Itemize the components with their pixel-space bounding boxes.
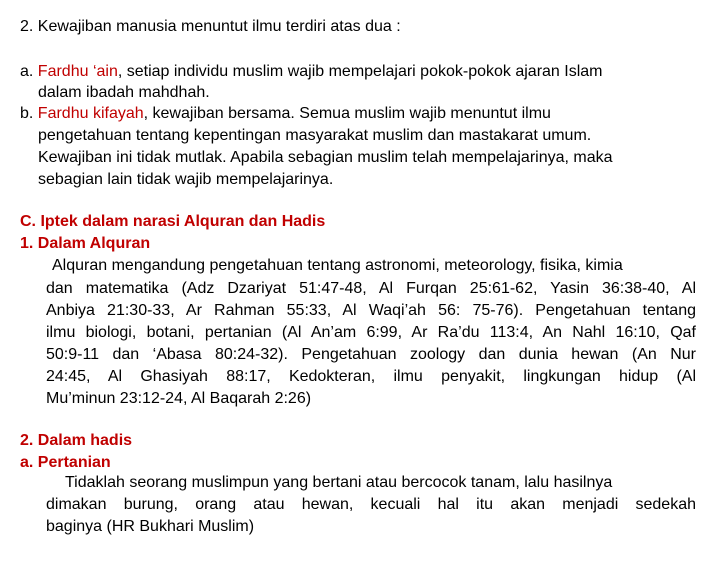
point-b-marker: b. [20, 105, 38, 122]
hadis-para-line2: dimakan burung, orang atau hewan, kecuali hal itu akan menjadi sedekah [46, 496, 696, 513]
point-b-line1 [20, 104, 551, 124]
point-a-line1 [20, 62, 603, 82]
alquran-para-line6: 24:45, Al Ghasiyah 88:17, Kedokteran, ilmu penyakit, lingkungan hidup (Al [46, 368, 696, 385]
alquran-para-line7: Mu’minun 23:12-24, Al Baqarah 2:26) [46, 390, 312, 407]
point-b-line4: sebagian lain tidak wajib mempelajarinya. [38, 171, 334, 188]
point-a-line2: dalam ibadah mahdhah. [38, 84, 210, 101]
point-b-text: , kewajiban bersama. Semua muslim wajib menuntut ilmu [143, 105, 551, 122]
alquran-para-line3: Anbiya 21:30-33, Ar Rahman 55:33, Al Waqi’ah 56: 75-76). Pengetahuan tentang [46, 302, 696, 319]
section-c-subheading: 1. Dalam Alquran [20, 235, 151, 252]
hadis-para-line3: baginya (HR Bukhari Muslim) [46, 518, 255, 535]
point-a-term: Fardhu ‘ain [37, 63, 118, 80]
point-a-marker: a. [20, 63, 38, 80]
intro-heading: 2. Kewajiban manusia menuntut ilmu terdiri atas dua : [20, 18, 401, 35]
point-b-line2: pengetahuan tentang kepentingan masyarakat muslim dan mastakarat umum. [38, 127, 592, 144]
alquran-para-line5: 50:9-11 dan ‘Abasa 80:24-32). Pengetahuan zoology dan dunia hewan (An Nur [46, 346, 696, 363]
hadis-subheading: a. Pertanian [20, 454, 111, 471]
alquran-para-line1: Alquran mengandung pengetahuan tentang astronomi, meteorology, fisika, kimia [52, 257, 623, 274]
section-c-heading: C. Iptek dalam narasi Alquran dan Hadis [20, 213, 326, 230]
point-a-text: , setiap individu muslim wajib mempelajari pokok-pokok ajaran Islam [117, 63, 603, 80]
hadis-para-line1: Tidaklah seorang muslimpun yang bertani atau bercocok tanam, lalu hasilnya [65, 474, 613, 491]
hadis-heading: 2. Dalam hadis [20, 432, 133, 449]
alquran-para-line4: ilmu biologi, botani, pertanian (Al An’am 6:99, Ar Ra’du 113:4, An Nahl 16:10, Qaf [46, 324, 696, 341]
alquran-para-line2: dan matematika (Adz Dzariyat 51:47-48, Al Furqan 25:61-62, Yasin 36:38-40, Al [46, 280, 696, 297]
point-b-term: Fardhu kifayah [37, 105, 144, 122]
point-b-line3: Kewajiban ini tidak mutlak. Apabila sebagian muslim telah mempelajarinya, maka [38, 149, 613, 166]
